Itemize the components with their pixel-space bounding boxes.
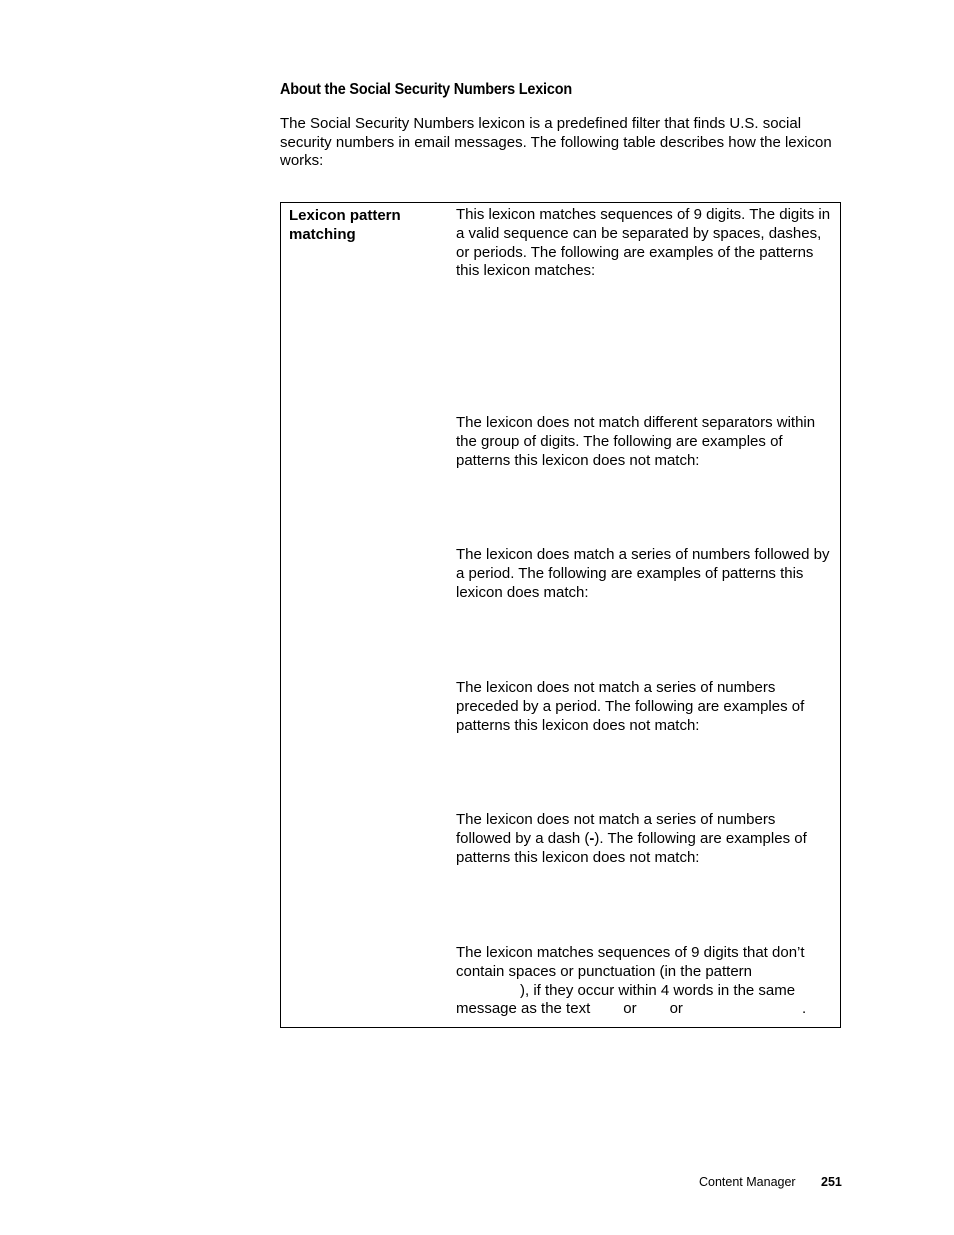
row-label: Lexicon pattern matching [289,207,401,243]
lexicon-table [280,202,841,1028]
preceded-by-period-paragraph: The lexicon does not match a series of numbers preceded by a period. The following are examples of patterns this lexicon does not match: [456,679,805,734]
keyword-proximity-paragraph [456,944,834,1019]
proximity-text-middle: ), if they occur within 4 words in the same message as the text [456,981,796,1018]
different-separators-paragraph: The lexicon does not match different separators within the group of digits. The following are examples of patterns this lexicon does not match: [456,414,816,469]
followed-by-dash-paragraph [456,811,834,867]
followed-by-period-paragraph: The lexicon does match a series of numbers followed by a period. The following are examples of patterns this lexicon does match: [456,546,830,601]
footer-title: Content Manager [699,1175,796,1189]
intro-paragraph: The Social Security Numbers lexicon is a predefined filter that finds U.S. social security numbers in email messages. The following table describes how the lexicon works: [280,115,832,170]
or-word-2: or [669,1000,683,1018]
dash-text-start: The lexicon does not match a series of numbers followed by a dash ( [456,811,776,847]
sentence-end: . [801,1000,807,1018]
dash-symbol: - [589,829,595,847]
dash-text-end: ). The following are examples of patterns this lexicon does not match: [456,829,807,866]
matches-paragraph: This lexicon matches sequences of 9 digits. The digits in a valid sequence can be separated by spaces, dashes, or periods. The following are examples of the patterns this lexicon matches: [456,206,831,280]
page-number: 251 [821,1175,842,1189]
section-heading: About the Social Security Numbers Lexicon [280,81,572,98]
or-word-1: or [623,1000,637,1018]
proximity-text-start: The lexicon matches sequences of 9 digits that don’t contain spaces or punctuation (in the pattern [456,944,805,980]
